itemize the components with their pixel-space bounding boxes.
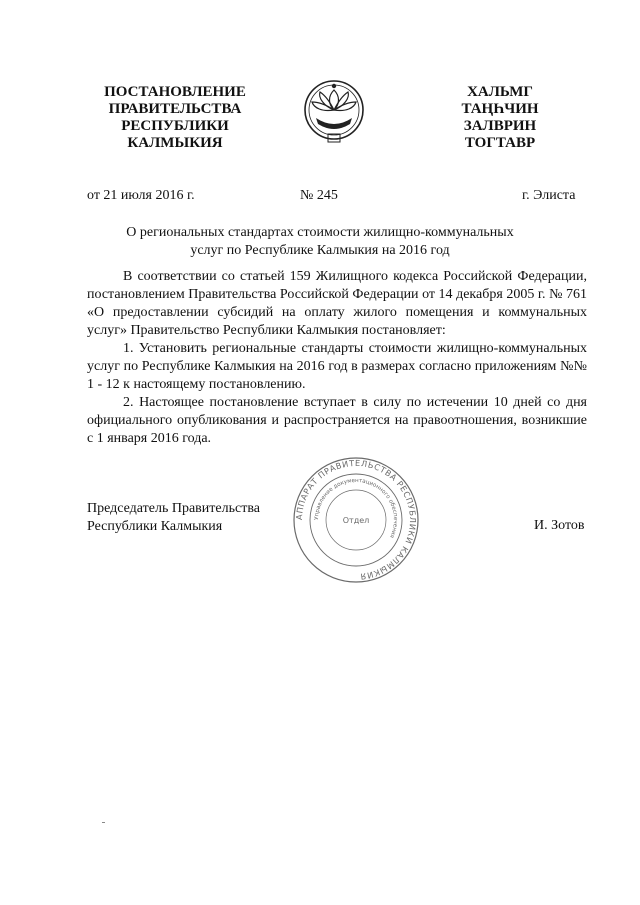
page-mark — [102, 822, 105, 823]
stamp-center-text: Отдел — [342, 516, 370, 525]
official-stamp-icon — [292, 456, 420, 584]
header-right-line: ХАЛЬМГ — [467, 84, 533, 100]
document-body — [87, 268, 587, 448]
preamble-paragraph: В соответствии со статьей 159 Жилищного кодекса Российской Федерации, постановлением Правительства Российской Федерации от 14 декабря 2005 г. № 761 «О предоставлении субсидий на оплату жилого помещения и коммунальных услуг» Правительство Республики Калмыкия постановляет: — [87, 269, 587, 338]
document-city: г. Элиста — [522, 188, 576, 203]
header-left-title — [85, 84, 265, 152]
document-date: от 21 июля 2016 г. — [87, 188, 195, 203]
title-line: услуг по Республике Калмыкия на 2016 год — [190, 243, 450, 258]
header-right-line: ТОГТАВР — [464, 135, 536, 151]
svg-text:Управление документационного о — [314, 478, 398, 539]
document-title — [120, 224, 520, 260]
header-right-line: ЗАЛВРИН — [463, 118, 537, 134]
header-right-line: ТАҢҺЧИН — [461, 101, 539, 117]
header-right-title — [445, 84, 555, 152]
stamp-inner-text: Управление документационного обеспечения — [313, 477, 399, 539]
title-line: О региональных стандартах стоимости жилищно-коммунальных — [126, 225, 514, 240]
header-left-line: ПОСТАНОВЛЕНИЕ — [104, 84, 246, 100]
signatory-position-line: Председатель Правительства — [87, 501, 260, 516]
signatory-position-line: Республики Калмыкия — [87, 519, 223, 534]
document-number: № 245 — [300, 188, 338, 203]
header-left-line: ПРАВИТЕЛЬСТВА — [108, 101, 242, 117]
header-left-line: РЕСПУБЛИКИ — [121, 118, 229, 134]
clause-1-paragraph: 1. Установить региональные стандарты стоимости жилищно-коммунальных услуг по Республике Калмыкия на 2016 год в размерах согласно приложениям №№ 1 - 12 к настоящему постановлению. — [87, 341, 587, 392]
clause-2-paragraph: 2. Настоящее постановление вступает в силу по истечении 10 дней со дня официального опубликования и распространяется на правоотношения, возникшие с 1 января 2016 года. — [87, 395, 587, 446]
stamp-outer-text: АППАРАТ ПРАВИТЕЛЬСТВА РЕСПУБЛИКИ КАЛМЫКИЯ — [293, 457, 419, 582]
signatory-name: И. Зотов — [534, 518, 585, 533]
header-left-line: КАЛМЫКИЯ — [127, 135, 223, 151]
signatory-position — [87, 500, 260, 536]
coat-of-arms-emblem-icon — [302, 76, 366, 148]
